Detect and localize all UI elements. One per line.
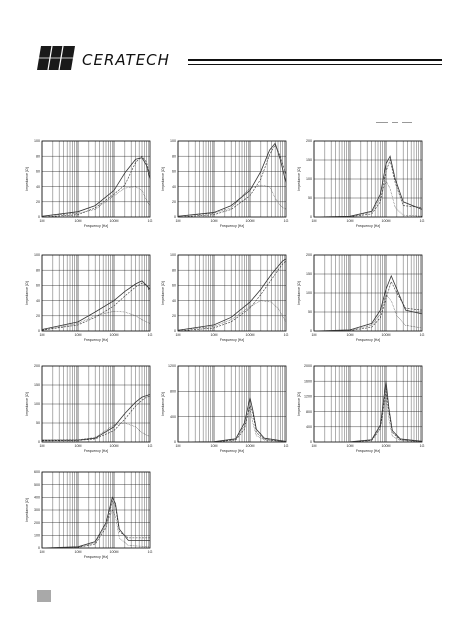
y-tick-label: 60 <box>36 283 40 288</box>
y-tick-label: 200 <box>306 253 312 258</box>
impedance-chart <box>292 251 432 347</box>
chart-panel <box>292 362 425 462</box>
x-tick-label: 1M <box>39 444 45 448</box>
x-tick-label: 100M <box>381 333 391 337</box>
y-tick-label: 80 <box>172 268 176 273</box>
impedance-chart <box>292 137 432 233</box>
x-axis-title: Frequency [Hz] <box>355 338 381 342</box>
series-line-solid <box>42 281 150 330</box>
series-line-dashed <box>42 396 150 440</box>
y-axis-title: Impedance [Ω] <box>297 392 301 416</box>
x-tick-label: 100M <box>245 333 255 337</box>
x-axis-title: Frequency [Hz] <box>83 555 109 559</box>
y-tick-label: 800 <box>170 389 176 394</box>
y-tick-label: 0 <box>310 215 312 220</box>
x-tick-label: 10M <box>210 333 218 337</box>
y-tick-label: 80 <box>172 154 176 159</box>
y-tick-label: 100 <box>306 291 312 296</box>
y-tick-label: 200 <box>34 520 40 525</box>
y-axis-title: Impedance [Ω] <box>25 498 29 522</box>
y-tick-label: 60 <box>36 169 40 174</box>
series-line-solid <box>178 143 286 216</box>
y-tick-label: 200 <box>34 364 40 369</box>
x-tick-label: 10M <box>210 219 218 223</box>
x-tick-label: 1G <box>147 333 153 337</box>
x-tick-label: 10M <box>74 219 82 223</box>
y-tick-label: 150 <box>306 272 312 277</box>
x-axis-title: Frequency [Hz] <box>355 224 381 228</box>
y-tick-label: 400 <box>34 495 40 500</box>
page-header <box>0 0 474 80</box>
x-tick-label: 10M <box>74 550 82 554</box>
y-tick-label: 150 <box>34 383 40 388</box>
y-tick-label: 100 <box>306 177 312 182</box>
x-tick-label: 1G <box>283 444 289 448</box>
plot-frame <box>178 141 286 217</box>
y-tick-label: 600 <box>34 470 40 475</box>
header-rule-thin <box>188 64 442 65</box>
y-tick-label: 300 <box>34 508 40 513</box>
y-tick-label: 800 <box>306 409 312 414</box>
series-line-dashed <box>178 261 286 331</box>
plot-frame <box>314 141 422 217</box>
x-tick-label: 1G <box>419 219 425 223</box>
series-line-solid <box>314 156 422 217</box>
chart-panel <box>156 137 289 237</box>
x-tick-label: 100M <box>109 219 119 223</box>
y-tick-label: 20 <box>36 200 40 204</box>
impedance-chart <box>20 251 160 347</box>
header-rule-thick <box>188 59 442 61</box>
y-tick-label: 40 <box>36 184 40 189</box>
x-axis-title: Frequency [Hz] <box>83 224 109 228</box>
x-tick-label: 1M <box>311 219 317 223</box>
impedance-chart <box>156 362 296 458</box>
series-line-dotted <box>314 295 422 331</box>
y-axis-title: Impedance [Ω] <box>25 281 29 305</box>
y-tick-label: 20 <box>172 200 176 204</box>
x-tick-label: 1G <box>147 219 153 223</box>
series-line-solid <box>178 259 286 330</box>
y-axis-title: Impedance [Ω] <box>161 392 165 416</box>
x-tick-label: 1G <box>283 333 289 337</box>
series-line-dashed <box>178 145 286 217</box>
x-tick-label: 1G <box>419 333 425 337</box>
x-tick-label: 100M <box>109 550 119 554</box>
y-axis-title: Impedance [Ω] <box>161 281 165 305</box>
series-line-dotted <box>178 301 286 331</box>
series-line-solid <box>314 381 422 442</box>
impedance-chart <box>156 137 296 233</box>
legend-mark <box>376 114 426 120</box>
y-tick-label: 200 <box>306 139 312 144</box>
y-tick-label: 100 <box>34 402 40 407</box>
x-tick-label: 10M <box>346 219 354 223</box>
x-tick-label: 1M <box>39 333 45 337</box>
x-axis-title: Frequency [Hz] <box>219 338 245 342</box>
series-line-dashed <box>178 404 286 442</box>
series-line-dotted <box>42 311 150 330</box>
y-tick-label: 100 <box>34 253 40 258</box>
plot-frame <box>178 255 286 331</box>
y-tick-label: 80 <box>36 154 40 159</box>
y-tick-label: 0 <box>38 440 40 445</box>
y-tick-label: 0 <box>310 440 312 445</box>
x-tick-label: 100M <box>245 444 255 448</box>
x-tick-label: 1M <box>175 444 181 448</box>
plot-frame <box>42 366 150 442</box>
impedance-chart <box>20 468 160 564</box>
y-tick-label: 20 <box>172 314 176 318</box>
footer-marker <box>37 590 51 602</box>
x-tick-label: 100M <box>245 219 255 223</box>
x-tick-label: 1G <box>147 550 153 554</box>
chart-panel <box>20 251 153 351</box>
x-tick-label: 1M <box>39 550 45 554</box>
y-tick-label: 100 <box>170 139 176 144</box>
ctc-logo <box>37 46 75 70</box>
x-tick-label: 1G <box>283 219 289 223</box>
y-tick-label: 150 <box>306 158 312 163</box>
y-tick-label: 400 <box>170 414 176 419</box>
plot-frame <box>42 141 150 217</box>
y-tick-label: 60 <box>172 169 176 174</box>
x-tick-label: 1M <box>175 219 181 223</box>
y-tick-label: 0 <box>174 329 176 334</box>
y-tick-label: 1600 <box>304 379 312 384</box>
chart-panel <box>20 468 153 568</box>
plot-frame <box>314 255 422 331</box>
impedance-chart <box>20 362 160 458</box>
x-tick-label: 100M <box>109 444 119 448</box>
x-tick-label: 10M <box>74 333 82 337</box>
plot-frame <box>178 366 286 442</box>
chart-panel <box>292 137 425 237</box>
series-line-dashed <box>42 501 150 548</box>
x-axis-title: Frequency [Hz] <box>219 224 245 228</box>
x-axis-title: Frequency [Hz] <box>219 449 245 453</box>
plot-frame <box>314 366 422 442</box>
impedance-chart <box>156 251 296 347</box>
y-tick-label: 0 <box>38 329 40 334</box>
y-tick-label: 20 <box>36 314 40 318</box>
series-line-solid <box>42 395 150 441</box>
chart-panel <box>20 362 153 462</box>
x-tick-label: 1G <box>419 444 425 448</box>
x-tick-label: 10M <box>74 444 82 448</box>
y-axis-title: Impedance [Ω] <box>25 392 29 416</box>
series-line-dotted <box>42 510 150 548</box>
series-line-dashed <box>42 156 150 217</box>
series-line-solid <box>42 497 150 548</box>
y-tick-label: 50 <box>308 310 312 315</box>
chart-panel <box>156 251 289 351</box>
series-line-dashed <box>42 283 150 330</box>
series-line-dotted <box>42 423 150 440</box>
y-tick-label: 60 <box>172 283 176 288</box>
y-tick-label: 500 <box>34 482 40 487</box>
impedance-chart <box>20 137 160 233</box>
y-tick-label: 50 <box>308 196 312 201</box>
x-tick-label: 10M <box>346 444 354 448</box>
y-tick-label: 1200 <box>168 364 176 369</box>
y-tick-label: 400 <box>306 425 312 429</box>
y-axis-title: Impedance [Ω] <box>297 167 301 191</box>
x-tick-label: 10M <box>346 333 354 337</box>
y-tick-label: 2000 <box>304 364 312 369</box>
plot-frame <box>42 255 150 331</box>
y-tick-label: 0 <box>174 440 176 445</box>
impedance-chart <box>292 362 432 458</box>
series-line-solid <box>314 276 422 331</box>
x-tick-label: 1M <box>39 219 45 223</box>
chart-panel <box>156 362 289 462</box>
series-line-dotted <box>314 181 422 217</box>
x-tick-label: 1G <box>147 444 153 448</box>
y-tick-label: 0 <box>38 546 40 551</box>
series-line-dotted <box>314 396 422 442</box>
y-axis-title: Impedance [Ω] <box>25 167 29 191</box>
y-axis-title: Impedance [Ω] <box>161 167 165 191</box>
y-tick-label: 100 <box>170 253 176 258</box>
series-line-dotted <box>178 407 286 442</box>
y-tick-label: 0 <box>38 215 40 220</box>
brand-name: CERATECH <box>82 51 170 69</box>
y-tick-label: 50 <box>36 421 40 426</box>
x-axis-title: Frequency [Hz] <box>83 338 109 342</box>
y-tick-label: 40 <box>36 298 40 303</box>
chart-panel <box>292 251 425 351</box>
x-tick-label: 1M <box>311 333 317 337</box>
x-tick-label: 1M <box>175 333 181 337</box>
chart-panel <box>20 137 153 237</box>
series-line-solid <box>178 398 286 442</box>
x-axis-title: Frequency [Hz] <box>83 449 109 453</box>
series-line-dashed <box>314 389 422 442</box>
x-axis-title: Frequency [Hz] <box>355 449 381 453</box>
x-tick-label: 100M <box>381 219 391 223</box>
y-tick-label: 0 <box>174 215 176 220</box>
y-tick-label: 80 <box>36 268 40 273</box>
series-line-dotted <box>178 185 286 216</box>
y-tick-label: 1200 <box>304 394 312 399</box>
y-tick-label: 0 <box>310 329 312 334</box>
series-line-solid <box>42 158 150 217</box>
x-tick-label: 1M <box>311 444 317 448</box>
y-axis-title: Impedance [Ω] <box>297 281 301 305</box>
y-tick-label: 100 <box>34 139 40 144</box>
series-line-dashed <box>314 282 422 331</box>
plot-frame <box>42 472 150 548</box>
x-tick-label: 10M <box>210 444 218 448</box>
y-tick-label: 40 <box>172 184 176 189</box>
x-tick-label: 100M <box>109 333 119 337</box>
y-tick-label: 40 <box>172 298 176 303</box>
series-line-dotted <box>42 187 150 217</box>
y-tick-label: 100 <box>34 533 40 538</box>
x-tick-label: 100M <box>381 444 391 448</box>
series-line-dashed <box>314 160 422 217</box>
